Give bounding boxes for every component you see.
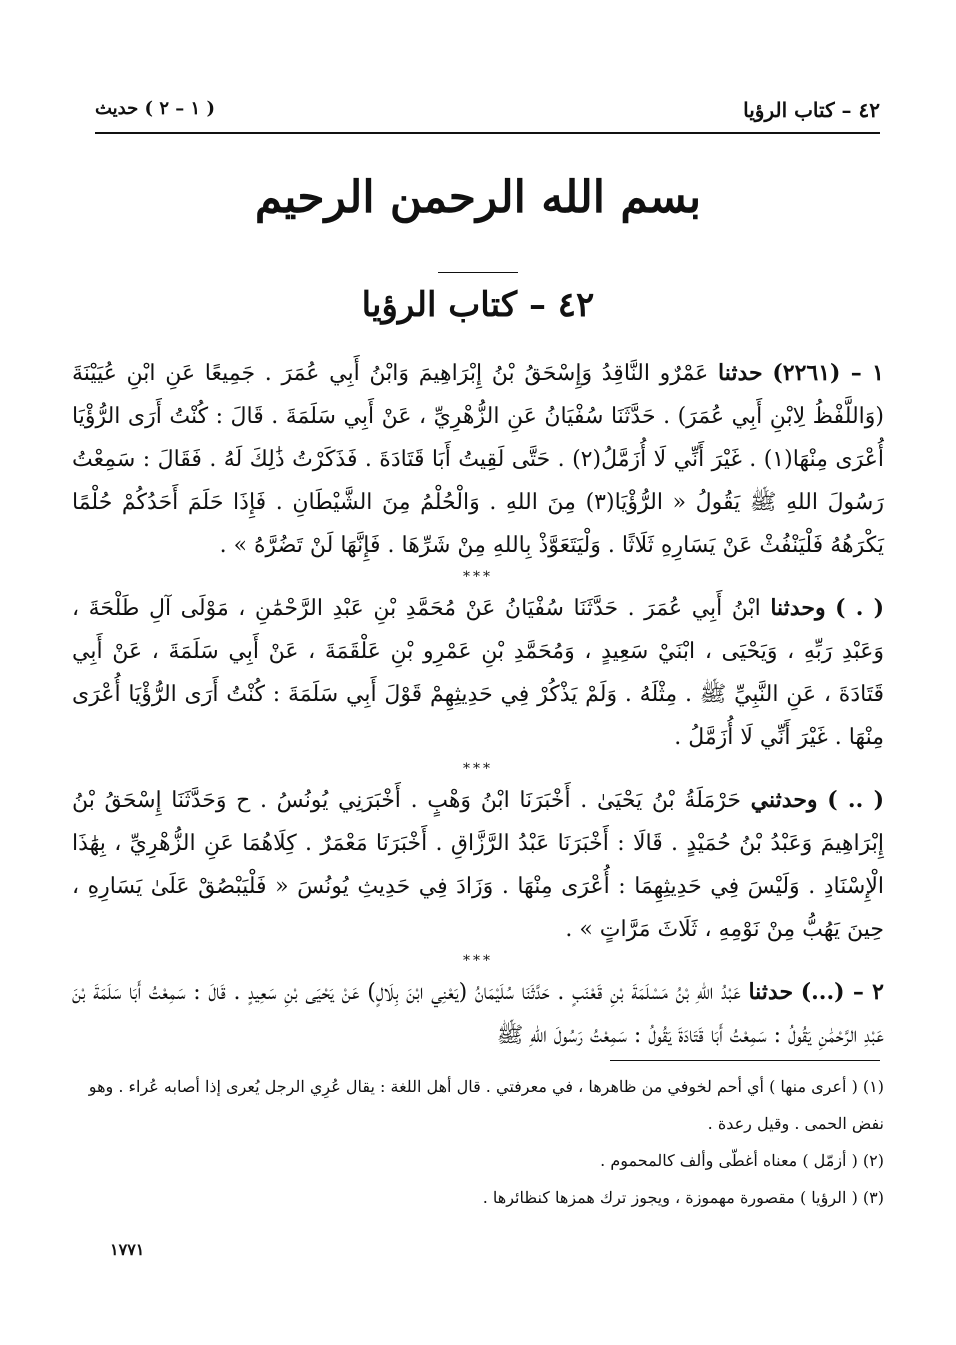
section-separator: *** — [463, 569, 493, 585]
hadith-text: عَبْدُ اللهِ بْنُ مَسْلَمَةَ بْنِ قَعْنَبٍ . حَدَّثَنَا سُلَيْمَانُ (يَعْنِي ابْنَ بِلَالٍ) عَنْ يَحْيَى بْنِ سَعِيدٍ . قَالَ : سَمِعْتُ أَبَا سَلَمَةَ بْنَ عَبْدِ الرَّحْمَٰنِ يَقُولُ : سَمِعْتُ أَبَا قَتَادَةَ يَقُولُ : سَمِعْتُ رَسُولَ اللهِ ﷺ — [72, 980, 884, 1048]
hadith-paragraph — [72, 971, 884, 1057]
hadith-text: عَمْرٌو النَّاقِدُ وَإِسْحَقُ بْنُ إِبْرَاهِيمَ وَابْنُ أَبِي عُمَرَ . جَمِيعًا عَنِ ابْنِ عُيَيْنَةَ (وَاللَّفْظُ لِابْنِ أَبِي عُمَرَ) . حَدَّثَنَا سُفْيَانُ عَنِ الزُّهْرِيِّ ، عَنْ أَبِي سَلَمَةَ . قَالَ : كُنْتُ أَرَى الرُّؤْيَا أُعْرَى مِنْهَا(١) . غَيْرَ أَنِّي لَا أُزَمَّلُ(٢) . حَتَّى لَقِيتُ أَبَا قَتَادَةَ . فَذَكَرْتُ ذَٰلِكَ لَهُ . فَقَالَ : سَمِعْتُ رَسُولَ اللهِ ﷺ يَقُولُ « الرُّؤْيَا(٣) مِنَ اللهِ . وَالْحُلْمُ مِنَ الشَّيْطَانِ . فَإِذَا حَلَمَ أَحَدُكُمْ حُلْمًا يَكْرَهُهُ فَلْيَنْفُثْ عَنْ يَسَارِهِ ثَلَاثًا . وَلْيَتَعَوَّذْ بِاللهِ مِنْ شَرِّهَا . فَإِنَّهَا لَنْ تَضُرَّهُ » . — [72, 361, 884, 558]
hadith-body — [72, 352, 884, 1057]
page-number: ١٧٧١ — [110, 1240, 145, 1259]
book-title: ٤٢ – كتاب الرؤيا — [361, 285, 595, 325]
hadith-number: ١ – (٢٢٦١) — [772, 360, 884, 386]
section-separator: *** — [463, 761, 493, 777]
hadith-number: ( .. ) — [827, 787, 884, 813]
footnote-divider — [610, 1060, 880, 1061]
hadith-opener: وحدثني — [750, 787, 818, 813]
footnote: (٣) ( الرؤيا ) مقصورة مهموزة ، ويجوز ترك همزها كنظائرها . — [482, 1188, 884, 1207]
section-separator: *** — [463, 953, 493, 969]
footnotes — [72, 1068, 884, 1216]
header-hadith-range: ( ١ – ٢ ) حديث — [95, 98, 215, 119]
footnote: (٢) ( أزمّل ) معناه أغطّى وألف كالمحموم . — [600, 1151, 884, 1170]
hadith-opener: وحدثنا — [770, 595, 826, 621]
footnote: (١) ( أعرى منها ) أي أحم لخوفي من ظاهرها ، في معرفتي . قال أهل اللغة : يقال عُرِي الرجل يُعرى إذا أصابه عُراء . وهو نفض الحمى . وقيل رعدة . — [88, 1077, 884, 1133]
hadith-opener: حدثنا — [748, 979, 794, 1005]
basmala-divider — [438, 272, 518, 273]
hadith-paragraph — [72, 587, 884, 759]
hadith-paragraph — [72, 352, 884, 567]
hadith-text: حَرْمَلَةُ بْنُ يَحْيَىٰ . أَخْبَرَنَا ابْنُ وَهْبٍ . أَخْبَرَنِي يُونُسُ . ح وَحَدَّثَنَا إِسْحَقُ بْنُ إِبْرَاهِيمَ وَعَبْدُ بْنُ حُمَيْدٍ . قَالَا : أَخْبَرَنَا عَبْدُ الرَّزَّاقِ . أَخْبَرَنَا مَعْمَرٌ . كِلَاهُمَا عَنِ الزُّهْرِيِّ ، بِهَٰذَا الْإِسْنَادِ . وَلَيْسَ فِي حَدِيثِهِمَا : أُعْرَى مِنْهَا . وَزَادَ فِي حَدِيثِ يُونُسَ « فَلْيَبْصُقْ عَلَىٰ يَسَارِهِ ، حِينَ يَهُبُّ مِنْ نَوْمِهِ ، ثَلَاثَ مَرَّاتٍ » . — [72, 788, 884, 942]
hadith-text: ابْنُ أَبِي عُمَرَ . حَدَّثَنَا سُفْيَانُ عَنْ مُحَمَّدِ بْنِ عَبْدِ الرَّحْمَٰنِ ، مَوْلَى آلِ طَلْحَةَ ، وَعَبْدِ رَبِّهِ ، وَيَحْيَى ، ابْنَيْ سَعِيدٍ ، وَمُحَمَّدِ بْنِ عَمْرِو بْنِ عَلْقَمَةَ ، عَنْ أَبِي سَلَمَةَ ، عَنْ أَبِي قَتَادَةَ ، عَنِ النَّبِيِّ ﷺ . مِثْلَهُ . وَلَمْ يَذْكُرْ فِي حَدِيثِهِمْ قَوْلَ أَبِي سَلَمَةَ : كُنْتُ أَرَى الرُّؤْيَا أُعْرَى مِنْهَا . غَيْرَ أَنِّي لَا أُزَمَّلُ . — [72, 596, 884, 750]
hadith-paragraph — [72, 779, 884, 951]
running-header — [95, 96, 880, 134]
hadith-number: ( . ) — [835, 595, 885, 621]
hadith-number: ٢ – (...) — [800, 979, 884, 1005]
hadith-opener: حدثنا — [718, 360, 763, 386]
header-book-title: ٤٢ – كتاب الرؤيا — [743, 98, 880, 122]
basmala: بسم الله الرحمن الرحيم — [254, 172, 702, 223]
